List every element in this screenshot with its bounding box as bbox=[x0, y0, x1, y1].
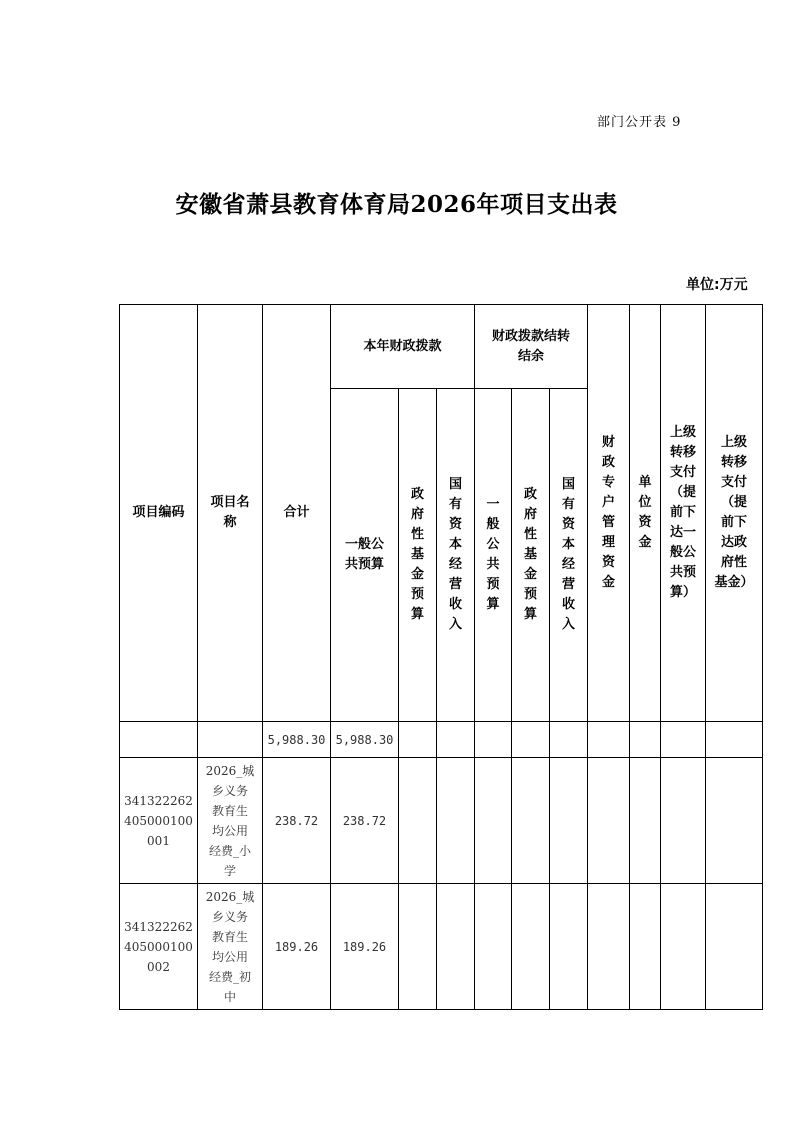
project-total: 238.72 bbox=[263, 758, 331, 884]
header-current-appropriation: 本年财政拨款 bbox=[331, 305, 475, 389]
header-total: 合计 bbox=[263, 305, 331, 722]
header-special-account-fund: 财 政 专 户 管 理 资 金 bbox=[588, 305, 630, 722]
header-carryover-balance: 财政拨款结转 结余 bbox=[475, 305, 588, 389]
header-transfer-gov-fund: 上级 转移 支付 （提 前下 达政 府性 基金） bbox=[706, 305, 763, 722]
project-expenditure-table bbox=[119, 304, 763, 1010]
table-row bbox=[120, 758, 763, 884]
total-row-general-budget: 5,988.30 bbox=[331, 722, 399, 758]
unit-label: 单位:万元 bbox=[686, 277, 748, 293]
header-project-code: 项目编码 bbox=[120, 305, 198, 722]
project-total: 189.26 bbox=[263, 884, 331, 1010]
page-title: 安徽省萧县教育体育局2026年项目支出表 bbox=[175, 191, 618, 218]
project-general-budget: 238.72 bbox=[331, 758, 399, 884]
project-code: 341322262 405000100 001 bbox=[120, 758, 198, 884]
form-number: 部门公开表 9 bbox=[597, 115, 682, 130]
header-unit-fund: 单 位 资 金 bbox=[630, 305, 661, 722]
total-row-total: 5,988.30 bbox=[263, 722, 331, 758]
project-code: 341322262 405000100 002 bbox=[120, 884, 198, 1010]
header-transfer-general-budget: 上级 转移 支付 （提 前下 达一 般公 共预 算） bbox=[661, 305, 706, 722]
header-carryover-gov-fund: 政 府 性 基 金 预 算 bbox=[512, 389, 550, 722]
total-row bbox=[120, 722, 763, 758]
header-carryover-general-budget: 一 般 公 共 预 算 bbox=[475, 389, 512, 722]
header-project-name: 项目名 称 bbox=[198, 305, 263, 722]
header-state-capital-income: 国 有 资 本 经 营 收 入 bbox=[437, 389, 475, 722]
project-name: 2026_城 乡义务 教育生 均公用 经费_小 学 bbox=[198, 758, 263, 884]
project-name: 2026_城 乡义务 教育生 均公用 经费_初 中 bbox=[198, 884, 263, 1010]
table-row bbox=[120, 884, 763, 1010]
project-general-budget: 189.26 bbox=[331, 884, 399, 1010]
header-carryover-state-capital: 国 有 资 本 经 营 收 入 bbox=[550, 389, 588, 722]
header-general-public-budget: 一般公 共预算 bbox=[331, 389, 399, 722]
header-gov-fund-budget: 政 府 性 基 金 预 算 bbox=[399, 389, 437, 722]
